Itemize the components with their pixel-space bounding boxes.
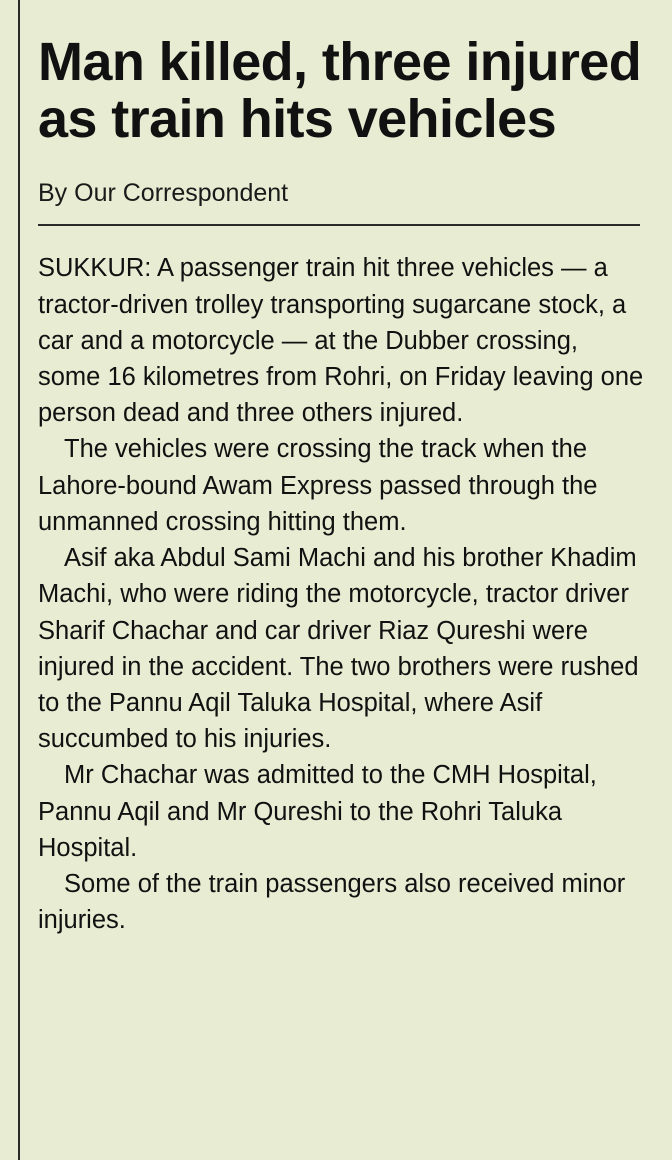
paragraph: Asif aka Abdul Sami Machi and his brother Khadim Machi, who were riding the motorcycle, tractor driver Sharif Chachar and car driver Riaz Qureshi were injured in the accident. The two brothers were rushed to the Pannu Aqil Taluka Hospital, where Asif succumbed to his injuries. xyxy=(38,544,639,754)
page-title: Man killed, three injured as train hits vehicles xyxy=(38,32,642,150)
article-content xyxy=(38,0,650,1160)
paragraph: Some of the train passengers also received minor injuries. xyxy=(38,869,626,935)
paragraph: The vehicles were crossing the track when the Lahore-bound Awam Express passed through the unmanned crossing hitting them. xyxy=(38,435,598,536)
paragraph: SUKKUR: A passenger train hit three vehicles — a tractor-driven trolley transporting sugarcane stock, a car and a motorcycle — at the Dubber crossing, some 16 kilometres from Rohri, on Friday leaving one person dead and three others injured. xyxy=(38,254,644,428)
left-column-rule xyxy=(18,0,20,1160)
paragraph: Mr Chachar was admitted to the CMH Hospital, Pannu Aqil and Mr Qureshi to the Rohri Taluka Hospital. xyxy=(38,761,597,862)
article-body xyxy=(38,226,644,938)
byline: By Our Correspondent xyxy=(38,179,289,208)
